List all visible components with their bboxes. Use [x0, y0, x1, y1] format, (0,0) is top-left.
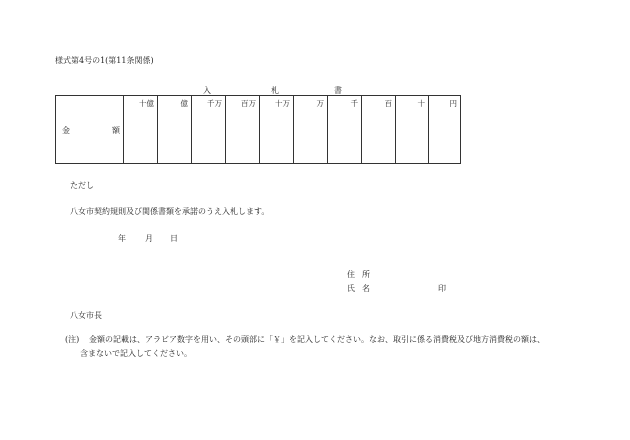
digit-cell[interactable] [294, 96, 328, 163]
address-label-char: 住 [347, 270, 355, 279]
digit-header: 億 [180, 99, 188, 108]
digit-cell[interactable] [192, 96, 226, 163]
date-year-label: 年 [118, 234, 126, 243]
seal-mark: 印 [438, 284, 446, 293]
digit-cell[interactable] [260, 96, 294, 163]
digit-header: 千 [350, 99, 358, 108]
digit-cell[interactable] [396, 96, 429, 163]
digit-cell[interactable] [124, 96, 158, 163]
digit-header: 十億 [139, 99, 154, 108]
digit-cell[interactable] [226, 96, 260, 163]
digit-header: 十万 [275, 99, 290, 108]
note-marker: (注) [65, 335, 80, 344]
title-char: 入 [203, 86, 211, 95]
digit-cell[interactable] [362, 96, 396, 163]
digit-header: 百 [384, 99, 392, 108]
digit-header: 円 [449, 99, 457, 108]
digit-header: 万 [316, 99, 324, 108]
pledge-text: 八女市契約規則及び関係書類を承諾のうえ入札します。 [70, 207, 270, 216]
digit-cell[interactable] [158, 96, 192, 163]
note-text-line2: 含まないで記入してください。 [80, 349, 192, 358]
address-label-char: 所 [362, 270, 370, 279]
note-text-line1: 金額の記載は、アラビア数字を用い、その頭部に「￥」を記入してください。なお、取引に係る消費税及び地方消費税の額は、 [89, 335, 545, 344]
digit-header: 千万 [207, 99, 222, 108]
digit-cell[interactable] [429, 96, 460, 163]
amount-label-char: 金 [62, 126, 70, 135]
date-month-label: 月 [145, 234, 153, 243]
title-char: 札 [271, 86, 279, 95]
digit-header: 十 [417, 99, 425, 108]
digit-cell[interactable] [328, 96, 362, 163]
form-number: 様式第4号の1(第11条関係) [55, 56, 154, 65]
date-day-label: 日 [170, 234, 178, 243]
proviso-text: ただし [70, 181, 94, 190]
amount-table [55, 95, 461, 164]
title-char: 書 [334, 86, 342, 95]
name-label-char: 名 [362, 284, 370, 293]
name-label-char: 氏 [347, 284, 355, 293]
digit-header: 百万 [241, 99, 256, 108]
amount-label-char: 額 [112, 126, 120, 135]
addressee: 八女市長 [70, 311, 102, 320]
amount-label-cell [56, 96, 124, 163]
